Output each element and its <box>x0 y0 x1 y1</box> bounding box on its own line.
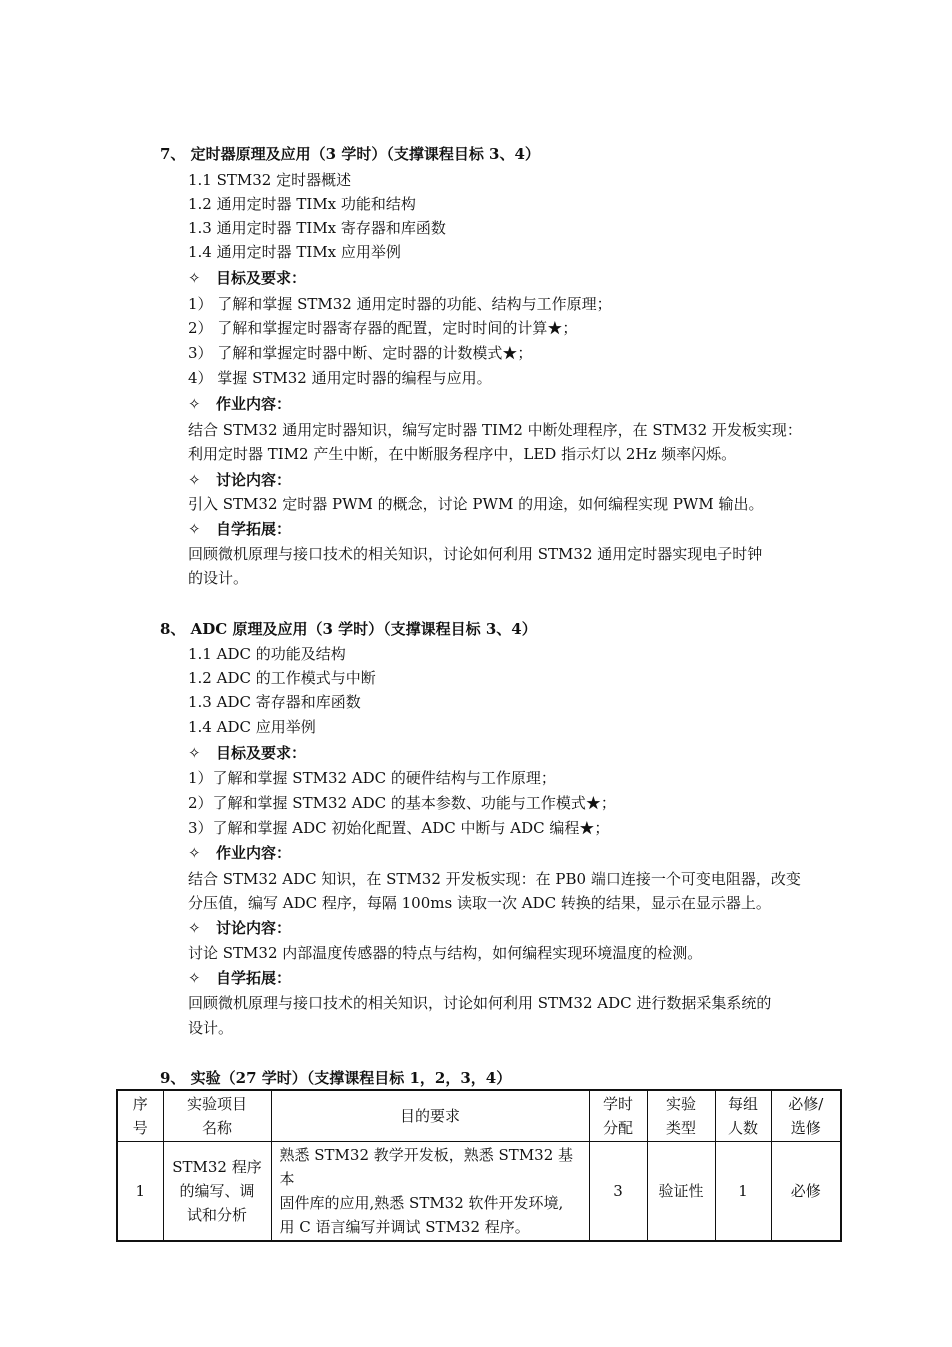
sec8-hw-heading <box>188 843 291 863</box>
cell-type: 验证性 <box>647 1142 715 1242</box>
sec7-self-2: 的设计。 <box>188 569 249 587</box>
sec8-self-2: 设计。 <box>188 1019 234 1037</box>
sec8-item-4: 1.4 ADC 应用举例 <box>188 718 316 736</box>
cell-text: 用 C 语言编写并调试 STM32 程序。 <box>279 1218 530 1236</box>
sec8-goal-heading <box>188 743 306 763</box>
cell-text: STM32 程序 <box>172 1158 262 1176</box>
header-text: 必修/ <box>788 1095 824 1113</box>
sec7-item-4: 1.4 通用定时器 TIMx 应用举例 <box>188 243 401 261</box>
header-text: 学时 <box>602 1095 633 1113</box>
sec8-self-1: 回顾微机原理与接口技术的相关知识，讨论如何利用 STM32 ADC 进行数据采集系统的 <box>188 994 772 1012</box>
cell-hours: 3 <box>589 1142 647 1242</box>
sec8-goal-3: 3）了解和掌握 ADC 初始化配置、ADC 中断与 ADC 编程★； <box>188 819 610 837</box>
heading-label: 作业内容： <box>216 395 292 413</box>
sec8-goal-2: 2）了解和掌握 STM32 ADC 的基本参数、功能与工作模式★； <box>188 794 616 812</box>
header-text: 每组 <box>727 1095 758 1113</box>
diamond-outline-icon: ✧ <box>188 919 201 937</box>
heading-label: 自学拓展： <box>216 520 292 538</box>
header-people <box>715 1090 771 1142</box>
sec7-hw-heading <box>188 394 291 414</box>
diamond-outline-icon: ✧ <box>188 269 201 287</box>
header-text: 选修 <box>790 1119 821 1137</box>
sec8-hw-2: 分压值，编写 ADC 程序，每隔 100ms 读取一次 ADC 转换的结果，显示在显示器上。 <box>188 894 771 912</box>
sec7-self-1: 回顾微机原理与接口技术的相关知识，讨论如何利用 STM32 通用定时器实现电子时钟 <box>188 545 763 563</box>
heading-label: 讨论内容： <box>216 919 292 937</box>
diamond-outline-icon: ✧ <box>188 744 201 762</box>
sec7-item-3: 1.3 通用定时器 TIMx 寄存器和库函数 <box>188 219 446 237</box>
sec7-item-1: 1.1 STM32 定时器概述 <box>188 171 352 189</box>
header-type <box>647 1090 715 1142</box>
header-text: 实验 <box>665 1095 696 1113</box>
sec7-goal-2: 2） 了解和掌握定时器寄存器的配置，定时时间的计算★； <box>188 319 578 337</box>
sec7-item-2: 1.2 通用定时器 TIMx 功能和结构 <box>188 195 416 213</box>
header-name <box>163 1090 271 1142</box>
header-text: 序 <box>132 1095 148 1113</box>
heading-label: 目标及要求： <box>216 744 307 762</box>
cell-text: 固件库的应用,熟悉 STM32 软件开发环境, <box>279 1194 564 1212</box>
section-9-title: 9、 实验（27 学时）（支撑课程目标 1，2，3，4） <box>160 1069 512 1087</box>
diamond-outline-icon: ✧ <box>188 471 201 489</box>
sec7-disc-1: 引入 STM32 定时器 PWM 的概念，讨论 PWM 的用途，如何编程实现 PWM 输出。 <box>188 495 764 513</box>
header-hours <box>589 1090 647 1142</box>
sec7-disc-heading <box>188 470 291 490</box>
sec7-goal-heading <box>188 268 306 288</box>
header-text: 实验项目 <box>186 1095 247 1113</box>
cell-text: 试和分析 <box>186 1206 247 1224</box>
header-must <box>771 1090 841 1142</box>
heading-label: 目标及要求： <box>216 269 307 287</box>
cell-text: 熟悉 STM32 教学开发板，熟悉 STM32 基本 <box>279 1146 574 1188</box>
cell-people: 1 <box>715 1142 771 1242</box>
sec7-goal-3: 3） 了解和掌握定时器中断、定时器的计数模式★； <box>188 344 533 362</box>
sec8-hw-1: 结合 STM32 ADC 知识，在 STM32 开发板实现：在 PB0 端口连接一个可变电阻器，改变 <box>188 870 801 888</box>
sec8-disc-heading <box>188 918 291 938</box>
sec7-goal-1: 1） 了解和掌握 STM32 通用定时器的功能、结构与工作原理； <box>188 295 612 313</box>
header-text: 类型 <box>665 1119 696 1137</box>
heading-label: 作业内容： <box>216 844 292 862</box>
table-row <box>117 1142 841 1242</box>
heading-label: 讨论内容： <box>216 471 292 489</box>
header-text: 分配 <box>602 1119 633 1137</box>
table-header-row <box>117 1090 841 1142</box>
header-text: 人数 <box>727 1119 758 1137</box>
heading-label: 自学拓展： <box>216 969 292 987</box>
header-text: 号 <box>132 1119 148 1137</box>
sec8-item-2: 1.2 ADC 的工作模式与中断 <box>188 669 376 687</box>
sec8-disc-1: 讨论 STM32 内部温度传感器的特点与结构，如何编程实现环境温度的检测。 <box>188 944 703 962</box>
cell-must: 必修 <box>771 1142 841 1242</box>
sec7-hw-2: 利用定时器 TIM2 产生中断，在中断服务程序中，LED 指示灯以 2Hz 频率闪烁。 <box>188 445 737 463</box>
cell-req <box>271 1142 589 1242</box>
section-7-title: 7、 定时器原理及应用（3 学时）（支撑课程目标 3、4） <box>160 145 540 163</box>
section-8-title: 8、 ADC 原理及应用（3 学时）（支撑课程目标 3、4） <box>160 620 537 638</box>
sec8-goal-1: 1）了解和掌握 STM32 ADC 的硬件结构与工作原理； <box>188 769 556 787</box>
header-no <box>117 1090 163 1142</box>
sec7-self-heading <box>188 519 291 539</box>
cell-no: 1 <box>117 1142 163 1242</box>
sec7-hw-1: 结合 STM32 通用定时器知识，编写定时器 TIM2 中断处理程序，在 STM32 开发板实现： <box>188 421 802 439</box>
cell-name <box>163 1142 271 1242</box>
diamond-outline-icon: ✧ <box>188 844 201 862</box>
diamond-outline-icon: ✧ <box>188 969 201 987</box>
experiment-table <box>116 1089 842 1242</box>
sec8-item-3: 1.3 ADC 寄存器和库函数 <box>188 693 361 711</box>
diamond-outline-icon: ✧ <box>188 520 201 538</box>
diamond-outline-icon: ✧ <box>188 395 201 413</box>
cell-text: 的编写、调 <box>179 1182 255 1200</box>
header-text: 名称 <box>201 1119 232 1137</box>
sec8-self-heading <box>188 968 291 988</box>
sec7-goal-4: 4） 掌握 STM32 通用定时器的编程与应用。 <box>188 369 492 387</box>
header-req: 目的要求 <box>271 1090 589 1142</box>
sec8-item-1: 1.1 ADC 的功能及结构 <box>188 645 346 663</box>
